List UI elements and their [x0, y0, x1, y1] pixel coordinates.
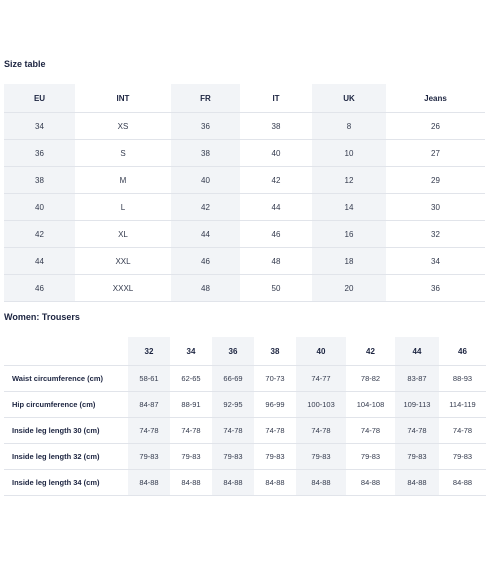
table-cell: 79-83	[296, 444, 346, 470]
table-cell: 79-83	[128, 444, 170, 470]
table-cell: 46	[4, 275, 75, 302]
table-cell: M	[75, 167, 171, 194]
table-cell: 70-73	[254, 366, 296, 392]
table-cell: 20	[312, 275, 386, 302]
row-label: Hip circumference (cm)	[4, 392, 128, 418]
table-row	[4, 275, 485, 302]
table-row	[4, 418, 486, 444]
table-cell: L	[75, 194, 171, 221]
table-cell: 79-83	[346, 444, 395, 470]
table-cell: 42	[171, 194, 240, 221]
table-cell: 78-82	[346, 366, 395, 392]
table-cell: 74-77	[296, 366, 346, 392]
table-cell: 88-93	[439, 366, 486, 392]
table-cell: S	[75, 140, 171, 167]
table-cell: 74-78	[346, 418, 395, 444]
table-cell: 34	[386, 248, 485, 275]
row-label: Waist circumference (cm)	[4, 366, 128, 392]
trousers-header-size: 44	[395, 337, 439, 366]
size-table-header-row	[4, 84, 485, 113]
table-cell: 18	[312, 248, 386, 275]
trousers-table-title: Women: Trousers	[4, 312, 80, 322]
table-cell: 84-88	[346, 470, 395, 496]
table-cell: 74-78	[439, 418, 486, 444]
table-cell: 40	[4, 194, 75, 221]
header-eu: EU	[4, 84, 75, 113]
table-cell: 83-87	[395, 366, 439, 392]
table-cell: 96-99	[254, 392, 296, 418]
table-cell: 29	[386, 167, 485, 194]
trousers-header-size: 34	[170, 337, 212, 366]
trousers-header-size: 40	[296, 337, 346, 366]
table-row	[4, 113, 485, 140]
table-cell: 12	[312, 167, 386, 194]
table-cell: 84-88	[254, 470, 296, 496]
table-row	[4, 167, 485, 194]
table-cell: 46	[240, 221, 312, 248]
table-cell: 79-83	[212, 444, 254, 470]
table-cell: 84-88	[128, 470, 170, 496]
trousers-table	[4, 337, 486, 496]
table-cell: 42	[4, 221, 75, 248]
table-cell: XS	[75, 113, 171, 140]
table-cell: XXL	[75, 248, 171, 275]
table-cell: 40	[171, 167, 240, 194]
table-cell: 26	[386, 113, 485, 140]
table-cell: 74-78	[170, 418, 212, 444]
trousers-header-size: 32	[128, 337, 170, 366]
table-cell: 38	[4, 167, 75, 194]
table-cell: 44	[4, 248, 75, 275]
table-row	[4, 194, 485, 221]
size-table-title: Size table	[4, 59, 46, 69]
header-it: IT	[240, 84, 312, 113]
table-cell: 34	[4, 113, 75, 140]
table-cell: 62-65	[170, 366, 212, 392]
header-uk: UK	[312, 84, 386, 113]
table-cell: 109-113	[395, 392, 439, 418]
table-cell: 30	[386, 194, 485, 221]
table-cell: 58-61	[128, 366, 170, 392]
table-cell: 88-91	[170, 392, 212, 418]
table-cell: 44	[171, 221, 240, 248]
trousers-header-size: 42	[346, 337, 395, 366]
table-cell: 44	[240, 194, 312, 221]
table-cell: 32	[386, 221, 485, 248]
trousers-header-size: 46	[439, 337, 486, 366]
table-row	[4, 248, 485, 275]
table-cell: 84-87	[128, 392, 170, 418]
table-cell: 8	[312, 113, 386, 140]
table-cell: 36	[386, 275, 485, 302]
table-cell: 92-95	[212, 392, 254, 418]
table-cell: 84-88	[170, 470, 212, 496]
table-cell: 40	[240, 140, 312, 167]
table-cell: 79-83	[395, 444, 439, 470]
table-cell: 84-88	[395, 470, 439, 496]
row-label: Inside leg length 34 (cm)	[4, 470, 128, 496]
table-cell: 10	[312, 140, 386, 167]
table-cell: 36	[171, 113, 240, 140]
table-row	[4, 140, 485, 167]
table-row	[4, 366, 486, 392]
table-cell: 84-88	[212, 470, 254, 496]
table-cell: 84-88	[439, 470, 486, 496]
table-row	[4, 221, 485, 248]
header-int: INT	[75, 84, 171, 113]
trousers-header-size: 36	[212, 337, 254, 366]
table-cell: XL	[75, 221, 171, 248]
header-jeans: Jeans	[386, 84, 485, 113]
table-cell: 79-83	[170, 444, 212, 470]
table-row	[4, 470, 486, 496]
size-table	[4, 84, 485, 302]
table-cell: 79-83	[254, 444, 296, 470]
row-label: Inside leg length 30 (cm)	[4, 418, 128, 444]
table-cell: 74-78	[395, 418, 439, 444]
table-cell: 48	[240, 248, 312, 275]
table-cell: 48	[171, 275, 240, 302]
table-cell: 74-78	[296, 418, 346, 444]
table-row	[4, 392, 486, 418]
table-cell: 100-103	[296, 392, 346, 418]
table-cell: XXXL	[75, 275, 171, 302]
table-cell: 74-78	[128, 418, 170, 444]
table-cell: 66-69	[212, 366, 254, 392]
table-cell: 104-108	[346, 392, 395, 418]
table-cell: 74-78	[254, 418, 296, 444]
row-label: Inside leg length 32 (cm)	[4, 444, 128, 470]
table-cell: 74-78	[212, 418, 254, 444]
table-cell: 114-119	[439, 392, 486, 418]
table-cell: 46	[171, 248, 240, 275]
header-fr: FR	[171, 84, 240, 113]
table-cell: 42	[240, 167, 312, 194]
table-cell: 36	[4, 140, 75, 167]
table-cell: 79-83	[439, 444, 486, 470]
trousers-header-size: 38	[254, 337, 296, 366]
table-cell: 38	[240, 113, 312, 140]
table-cell: 14	[312, 194, 386, 221]
table-row	[4, 444, 486, 470]
table-cell: 16	[312, 221, 386, 248]
trousers-header-blank	[4, 337, 128, 366]
table-cell: 38	[171, 140, 240, 167]
table-cell: 84-88	[296, 470, 346, 496]
trousers-header-row	[4, 337, 486, 366]
table-cell: 50	[240, 275, 312, 302]
table-cell: 27	[386, 140, 485, 167]
